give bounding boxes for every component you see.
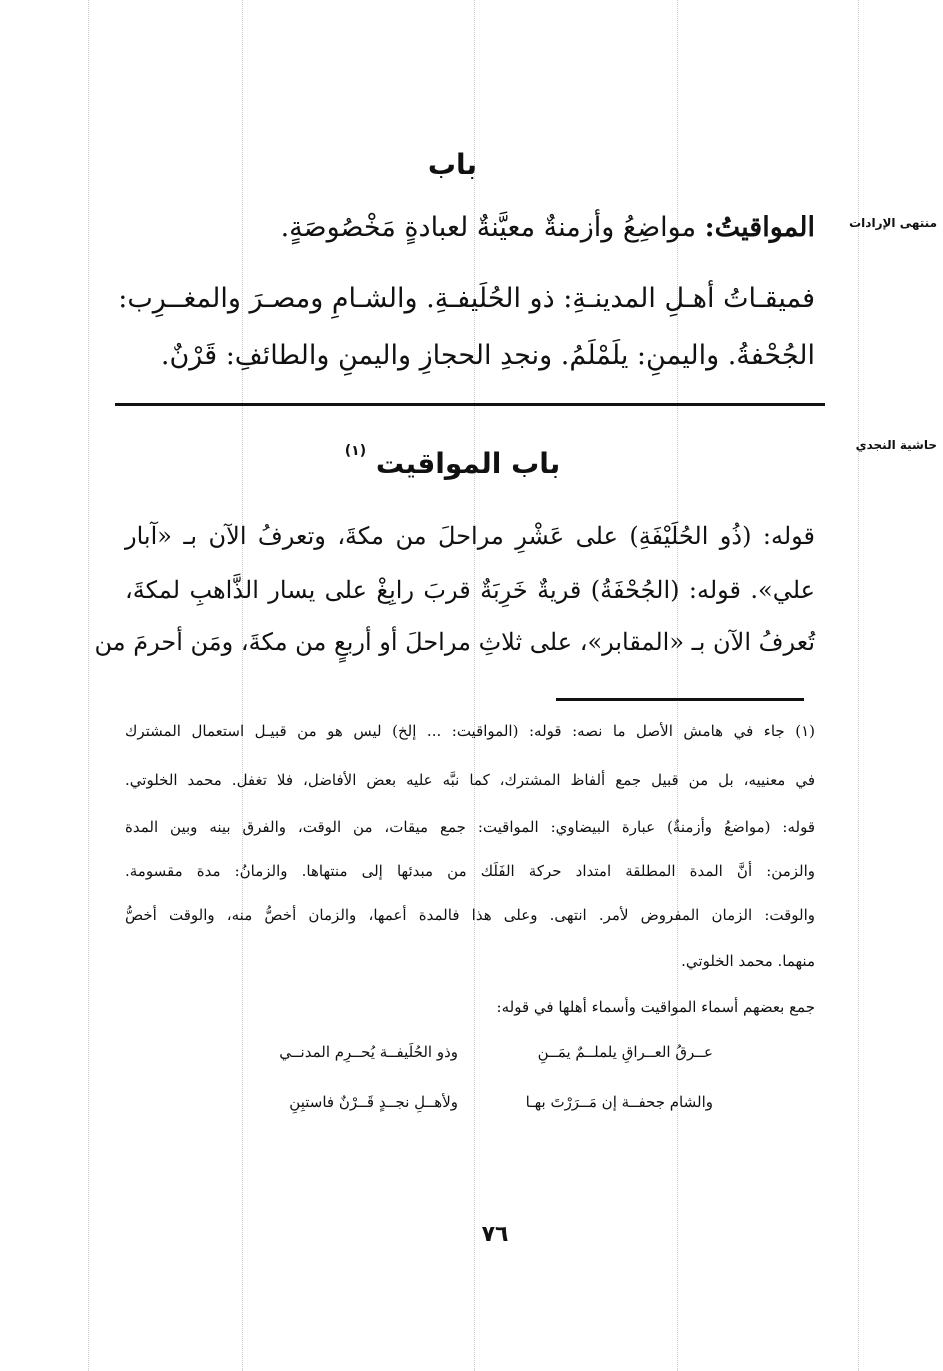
guide-line [677, 0, 678, 1371]
verse-2-first-hemistich: والشام جحفــة إن مَــرَرْتَ بهـا [525, 1093, 713, 1111]
guide-line [474, 0, 475, 1371]
commentary-title-text: باب المواقيت [375, 447, 561, 480]
guide-line [858, 0, 859, 1371]
matn-definition: مواضِعُ وأزمنةٌ معيَّنةٌ لعبادةٍ مَخْصُوصَةٍ. [280, 212, 697, 243]
matn-term: المواقيتُ: [704, 212, 815, 243]
page-title: باب [427, 148, 478, 181]
footnote-line-2: في معنييه، بل من قبيل جمع ألفاظ المشترك، كما نبَّه عليه بعض الأفاضل، فلا تغفل. محمد الخلوتي. [125, 771, 815, 789]
footnote-marker: (١) [344, 443, 367, 459]
footnote-line-3: قوله: (مواضعُ وأزمنةٌ) عبارة البيضاوي: المواقيت: جمع ميقات، من الوقت، والفرق بينه وبين المدة [125, 818, 815, 836]
footnote-line-7: جمع بعضهم أسماء المواقيت وأسماء أهلها في قوله: [496, 998, 815, 1016]
matn-line-2: فميقـاتُ أهـلِ المدينـةِ: ذو الحُلَيفـةِ. والشـامِ ومصـرَ والمغــرِب: [118, 283, 815, 314]
body-line-1: قوله: (ذُو الحُلَيْفَةِ) على عَشْرِ مراحلَ من مكةَ، وتعرفُ الآن بـ «آبار [125, 522, 816, 550]
page-number: ٧٦ [481, 1222, 509, 1247]
body-line-2: علي». قوله: (الجُحْفَةُ) قريةٌ خَرِبَةٌ قربَ رابِغْ على يسار الذَّاهبِ لمكةَ، [125, 576, 815, 604]
guide-line [88, 0, 89, 1371]
verse-2-second-hemistich: ولأهــلِ نجــدٍ قَــرْنٌ فاستبِنِ [289, 1093, 458, 1111]
guide-line [242, 0, 243, 1371]
footnote-line-1: (١) جاء في هامش الأصل ما نصه: قوله: (المواقيت: ... إلخ) ليس هو من قبيـل استعمال المشترك [125, 722, 815, 740]
verse-1-second-hemistich: وذو الحُلَيفــة يُحــرِم المدنــي [279, 1043, 458, 1061]
verse-1-first-hemistich: عــرقُ العــراقِ يلملــمٌ يمَــنِ [537, 1043, 713, 1061]
footnote-line-5: والوقت: الزمان المفروض لأمر. انتهى. وعلى هذا فالمدة أعمها، والزمان أخصُّ منه، والوقت أخصُّ [125, 906, 815, 924]
footnote-divider [556, 698, 804, 701]
matn-line-1 [125, 212, 815, 243]
footnote-line-4: والزمن: أنَّ المدة المطلقة امتداد حركة الفَلَك من مبدئها إلى منتهاها. والزمانُ: مدة مقسومة. [125, 862, 815, 880]
side-label-najdi: حاشية النجدي [855, 438, 937, 452]
side-label-muntaha: منتهى الإرادات [849, 216, 937, 230]
commentary-title [0, 443, 905, 480]
footnote-line-6: منهما. محمد الخلوتي. [681, 952, 815, 970]
body-line-3: تُعرفُ الآن بـ «المقابر»، على ثلاثِ مراحلَ أو أربعٍ من مكةَ، ومَن أحرمَ من [94, 628, 815, 656]
section-divider [115, 403, 825, 406]
matn-line-3: الجُحْفةُ. واليمنِ: يلَمْلَمُ. ونجدِ الحجازِ واليمنِ والطائفِ: قَرْنٌ. [160, 340, 815, 371]
